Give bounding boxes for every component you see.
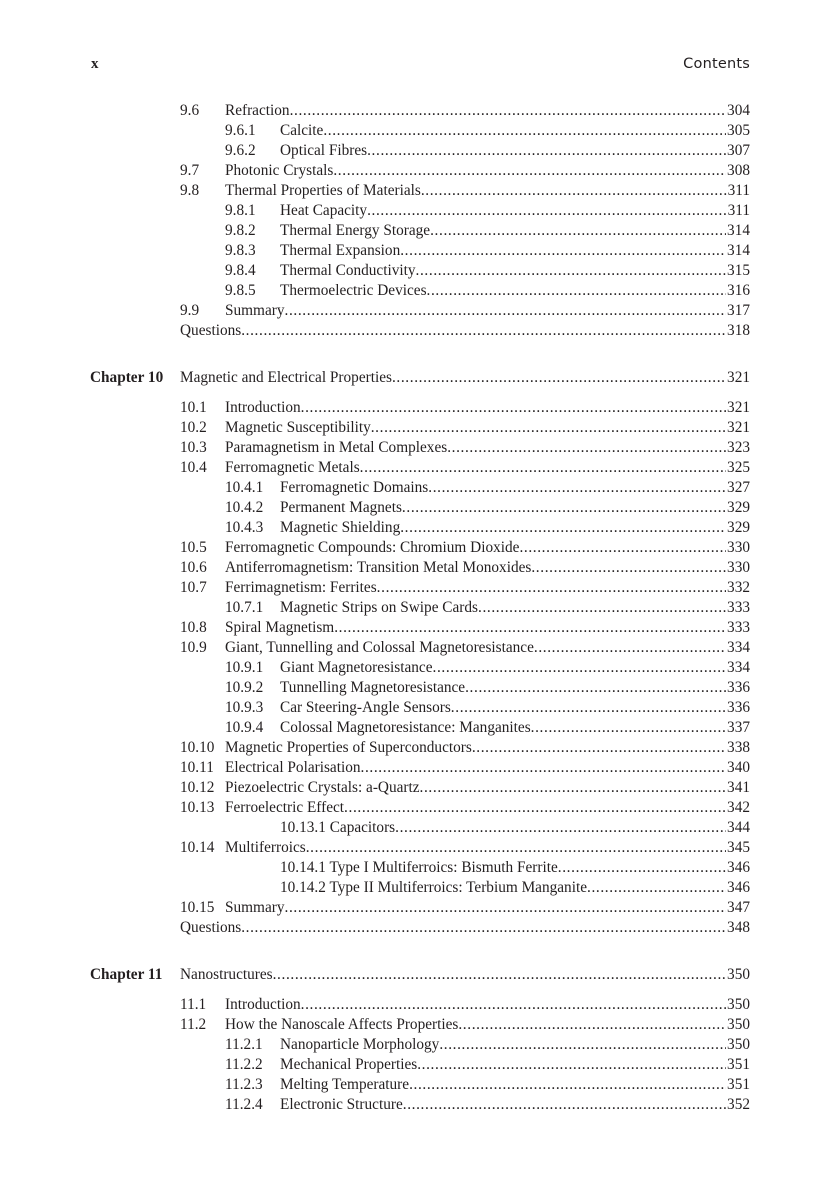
dot-leader: [333, 161, 726, 181]
chapter-label: Chapter 10: [90, 369, 164, 386]
entry-title: Nanostructures: [180, 966, 273, 983]
dot-leader: [427, 281, 727, 301]
toc-entry[interactable]: [0, 121, 840, 141]
dot-leader: [558, 858, 726, 878]
section-number: 10.3: [180, 439, 207, 456]
section-number: 9.8.1: [225, 202, 256, 219]
chapter-spacer: [0, 938, 840, 965]
section-number: 11.2.2: [225, 1056, 263, 1073]
entry-title: Permanent Magnets: [280, 499, 402, 516]
entry-leader-line: [280, 678, 750, 698]
entry-title: 10.14.2 Type II Multiferroics: Terbium Manganite: [280, 879, 587, 896]
toc-entry[interactable]: [0, 221, 840, 241]
entry-title: Magnetic Strips on Swipe Cards: [280, 599, 478, 616]
section-number: 10.4: [180, 459, 207, 476]
entry-leader-line: [280, 878, 750, 898]
entry-title: 10.14.1 Type I Multiferroics: Bismuth Ferrite: [280, 859, 558, 876]
entry-leader-line: [225, 101, 750, 121]
toc-entry[interactable]: [0, 458, 840, 478]
entry-leader-line: [225, 301, 750, 321]
dot-leader: [420, 778, 727, 798]
section-number: 9.6.2: [225, 142, 256, 159]
entry-leader-line: [225, 438, 750, 458]
toc-entry[interactable]: [0, 558, 840, 578]
entry-title: Colossal Magnetoresistance: Manganites: [280, 719, 531, 736]
dot-leader: [439, 1035, 726, 1055]
dot-leader: [301, 398, 726, 418]
dot-leader: [377, 578, 726, 598]
entry-leader-line: [280, 498, 750, 518]
entry-leader-line: [225, 898, 750, 918]
toc-entry[interactable]: [0, 578, 840, 598]
entry-title: Magnetic and Electrical Properties: [180, 369, 392, 386]
entry-leader-line: [225, 995, 750, 1015]
page-reference: 315: [727, 262, 750, 279]
entry-title: Thermal Expansion: [280, 242, 401, 259]
page-reference: 329: [727, 499, 750, 516]
toc-entry[interactable]: [0, 758, 840, 778]
dot-leader: [273, 965, 726, 985]
entry-title: Paramagnetism in Metal Complexes: [225, 439, 448, 456]
entry-title: Ferromagnetic Metals: [225, 459, 360, 476]
toc-entry[interactable]: [0, 598, 840, 618]
entry-leader-line: [225, 181, 750, 201]
toc-entry[interactable]: [0, 778, 840, 798]
page-reference: 341: [727, 779, 750, 796]
entry-title: Magnetic Shielding: [280, 519, 401, 536]
dot-leader: [301, 995, 726, 1015]
page-reference: 332: [727, 579, 750, 596]
section-number: 10.10: [180, 739, 215, 756]
toc-entry[interactable]: [0, 1095, 840, 1115]
entry-leader-line: [280, 718, 750, 738]
dot-leader: [430, 221, 726, 241]
toc-entry[interactable]: [0, 798, 840, 818]
entry-leader-line: [180, 965, 750, 985]
section-number: 10.6: [180, 559, 207, 576]
page-reference: 345: [727, 839, 750, 856]
entry-leader-line: [225, 738, 750, 758]
entry-title: Questions: [180, 322, 242, 339]
entry-leader-line: [280, 1055, 750, 1075]
dot-leader: [241, 918, 726, 938]
section-number: 10.9: [180, 639, 207, 656]
dot-leader: [416, 261, 727, 281]
entry-leader-line: [280, 698, 750, 718]
entry-leader-line: [180, 368, 750, 388]
page-reference: 350: [727, 1016, 750, 1033]
entry-title: Thermal Energy Storage: [280, 222, 431, 239]
section-number: 10.7: [180, 579, 207, 596]
dot-leader: [344, 798, 726, 818]
entry-title: Spiral Magnetism: [225, 619, 335, 636]
entry-leader-line: [280, 518, 750, 538]
toc-entry[interactable]: [0, 1075, 840, 1095]
entry-title: Electronic Structure: [280, 1096, 403, 1113]
page-reference: 314: [727, 242, 750, 259]
chapter-spacer: [0, 388, 840, 398]
page-reference: 352: [727, 1096, 750, 1113]
page-reference: 329: [727, 519, 750, 536]
entry-title: Mechanical Properties: [280, 1056, 418, 1073]
toc-entry[interactable]: [0, 1035, 840, 1055]
dot-leader: [458, 1015, 726, 1035]
page-reference: 304: [727, 102, 750, 119]
section-number: 11.1: [180, 996, 207, 1013]
toc-entry[interactable]: [0, 878, 840, 898]
toc-entry[interactable]: [0, 738, 840, 758]
page-reference: 334: [727, 659, 750, 676]
toc-entry[interactable]: [0, 995, 840, 1015]
section-number: 11.2: [180, 1016, 207, 1033]
dot-leader: [531, 558, 726, 578]
toc-entry[interactable]: [0, 538, 840, 558]
page-reference: 311: [727, 182, 750, 199]
entry-title: Introduction: [225, 399, 301, 416]
toc-entry[interactable]: [0, 638, 840, 658]
dot-leader: [285, 898, 727, 918]
section-number: 10.11: [180, 759, 214, 776]
dot-leader: [367, 201, 727, 221]
section-number: 10.13: [180, 799, 215, 816]
entry-leader-line: [280, 241, 750, 261]
entry-title: Multiferroics: [225, 839, 306, 856]
page-reference: 351: [727, 1056, 750, 1073]
entry-leader-line: [280, 201, 750, 221]
entry-title: Giant Magnetoresistance: [280, 659, 433, 676]
toc-entry[interactable]: [0, 658, 840, 678]
toc-questions-entry[interactable]: [0, 918, 840, 938]
toc-entry[interactable]: [0, 201, 840, 221]
entry-leader-line: [225, 558, 750, 578]
page-reference: 348: [727, 919, 750, 936]
entry-title: Thermoelectric Devices: [280, 282, 427, 299]
dot-leader: [447, 438, 726, 458]
toc-entry[interactable]: [0, 838, 840, 858]
section-number: 10.2: [180, 419, 207, 436]
toc-entry[interactable]: [0, 1055, 840, 1075]
dot-leader: [306, 838, 726, 858]
section-number: 10.12: [180, 779, 215, 796]
entry-title: Thermal Properties of Materials: [225, 182, 421, 199]
entry-title: Optical Fibres: [280, 142, 368, 159]
section-number: 9.6: [180, 102, 200, 119]
entry-title: Ferroelectric Effect: [225, 799, 345, 816]
entry-title: Ferrimagnetism: Ferrites: [225, 579, 377, 596]
page-reference: 337: [727, 719, 750, 736]
entry-leader-line: [280, 1035, 750, 1055]
entry-leader-line: [225, 161, 750, 181]
entry-title: Ferromagnetic Compounds: Chromium Dioxide: [225, 539, 520, 556]
chapter-spacer: [0, 985, 840, 995]
entry-leader-line: [225, 838, 750, 858]
dot-leader: [534, 638, 726, 658]
page-reference: 308: [727, 162, 750, 179]
entry-title: Nanoparticle Morphology: [280, 1036, 440, 1053]
toc-entry[interactable]: [0, 438, 840, 458]
section-number: 10.1: [180, 399, 207, 416]
entry-leader-line: [280, 818, 750, 838]
entry-title: Tunnelling Magnetoresistance: [280, 679, 466, 696]
toc-entry[interactable]: [0, 898, 840, 918]
page-reference: 347: [727, 899, 750, 916]
entry-title: Heat Capacity: [280, 202, 368, 219]
page-reference: 321: [727, 419, 750, 436]
section-number: 9.6.1: [225, 122, 256, 139]
page-reference: 314: [727, 222, 750, 239]
entry-title: Photonic Crystals: [225, 162, 334, 179]
section-number: 10.14: [180, 839, 215, 856]
toc-chapter-entry[interactable]: [0, 368, 840, 388]
entry-leader-line: [225, 578, 750, 598]
toc-entry[interactable]: [0, 418, 840, 438]
toc-chapter-entry[interactable]: [0, 965, 840, 985]
dot-leader: [531, 718, 726, 738]
toc-entry[interactable]: [0, 241, 840, 261]
entry-title: Introduction: [225, 996, 301, 1013]
entry-title: Antiferromagnetism: Transition Metal Monoxides: [225, 559, 532, 576]
dot-leader: [241, 321, 726, 341]
toc-entry[interactable]: [0, 101, 840, 121]
toc-entry[interactable]: [0, 398, 840, 418]
entry-title: 10.13.1 Capacitors: [280, 819, 396, 836]
entry-title: Ferromagnetic Domains: [280, 479, 429, 496]
page-reference: 350: [727, 996, 750, 1013]
entry-title: Car Steering-Angle Sensors: [280, 699, 451, 716]
toc-entry[interactable]: [0, 698, 840, 718]
entry-leader-line: [280, 598, 750, 618]
page-reference: 305: [727, 122, 750, 139]
toc-entry[interactable]: [0, 181, 840, 201]
dot-leader: [290, 101, 726, 121]
section-number: 9.7: [180, 162, 200, 179]
dot-leader: [371, 418, 726, 438]
entry-leader-line: [280, 221, 750, 241]
toc-entry[interactable]: [0, 518, 840, 538]
section-number: 10.4.2: [225, 499, 264, 516]
page-reference: 340: [727, 759, 750, 776]
entry-title: How the Nanoscale Affects Properties: [225, 1016, 459, 1033]
entry-leader-line: [180, 321, 750, 341]
entry-leader-line: [280, 478, 750, 498]
toc-entry[interactable]: [0, 1015, 840, 1035]
section-number: 10.5: [180, 539, 207, 556]
section-number: 11.2.1: [225, 1036, 263, 1053]
page-reference: 311: [727, 202, 750, 219]
entry-leader-line: [225, 618, 750, 638]
entry-leader-line: [225, 418, 750, 438]
entry-leader-line: [280, 141, 750, 161]
dot-leader: [409, 1075, 726, 1095]
toc-entry[interactable]: [0, 678, 840, 698]
dot-leader: [285, 301, 727, 321]
entry-leader-line: [225, 538, 750, 558]
section-number: 10.4.1: [225, 479, 264, 496]
section-number: 10.9.2: [225, 679, 264, 696]
dot-leader: [587, 878, 726, 898]
section-number: 10.4.3: [225, 519, 264, 536]
page-reference: 325: [727, 459, 750, 476]
page-reference: 351: [727, 1076, 750, 1093]
page-reference: 330: [727, 539, 750, 556]
entry-title: Calcite: [280, 122, 324, 139]
dot-leader: [403, 1095, 726, 1115]
page-reference: 323: [727, 439, 750, 456]
section-number: 9.8.5: [225, 282, 256, 299]
toc-entry[interactable]: [0, 261, 840, 281]
entry-title: Summary: [225, 302, 285, 319]
entry-leader-line: [225, 758, 750, 778]
page-reference: 346: [727, 859, 750, 876]
page-reference: 333: [727, 619, 750, 636]
toc-entry[interactable]: [0, 141, 840, 161]
section-number: 10.15: [180, 899, 215, 916]
entry-title: Electrical Polarisation: [225, 759, 361, 776]
toc-entry[interactable]: [0, 161, 840, 181]
dot-leader: [417, 1055, 726, 1075]
section-number: 10.7.1: [225, 599, 264, 616]
section-number: 9.8: [180, 182, 200, 199]
toc-entry[interactable]: [0, 478, 840, 498]
page-reference: 327: [727, 479, 750, 496]
dot-leader: [472, 738, 726, 758]
page-reference: 334: [727, 639, 750, 656]
page-reference: 350: [727, 1036, 750, 1053]
entry-leader-line: [280, 1095, 750, 1115]
chapter-label: Chapter 11: [90, 966, 163, 983]
entry-leader-line: [225, 398, 750, 418]
entry-title: Giant, Tunnelling and Colossal Magnetoresistance: [225, 639, 534, 656]
entry-title: Melting Temperature: [280, 1076, 410, 1093]
page-reference: 321: [727, 369, 750, 386]
entry-leader-line: [280, 858, 750, 878]
entry-leader-line: [180, 918, 750, 938]
entry-leader-line: [225, 458, 750, 478]
entry-title: Refraction: [225, 102, 290, 119]
page-reference: 316: [727, 282, 750, 299]
section-number: 11.2.4: [225, 1096, 263, 1113]
entry-leader-line: [225, 778, 750, 798]
section-number: 9.8.3: [225, 242, 256, 259]
entry-leader-line: [280, 281, 750, 301]
toc-entry[interactable]: [0, 618, 840, 638]
page-header: [91, 56, 750, 76]
running-title: Contents: [683, 56, 750, 72]
dot-leader: [400, 241, 726, 261]
page-reference: 317: [727, 302, 750, 319]
page-reference: 330: [727, 559, 750, 576]
toc-entry[interactable]: [0, 718, 840, 738]
entry-leader-line: [280, 121, 750, 141]
section-number: 10.9.3: [225, 699, 264, 716]
dot-leader: [478, 598, 726, 618]
entry-leader-line: [225, 798, 750, 818]
chapter-spacer: [0, 341, 840, 368]
page-reference: 336: [727, 699, 750, 716]
dot-leader: [402, 498, 726, 518]
toc-entry[interactable]: [0, 858, 840, 878]
section-number: 9.8.2: [225, 222, 256, 239]
dot-leader: [367, 141, 726, 161]
dot-leader: [395, 818, 726, 838]
entry-title: Summary: [225, 899, 285, 916]
page-reference: 346: [727, 879, 750, 896]
entry-leader-line: [280, 1075, 750, 1095]
page-reference: 350: [727, 966, 750, 983]
dot-leader: [519, 538, 726, 558]
section-number: 11.2.3: [225, 1076, 263, 1093]
entry-leader-line: [225, 1015, 750, 1035]
page-reference: 338: [727, 739, 750, 756]
dot-leader: [323, 121, 726, 141]
page-reference: 333: [727, 599, 750, 616]
page-number: x: [91, 56, 99, 72]
toc-entry[interactable]: [0, 498, 840, 518]
dot-leader: [392, 368, 726, 388]
section-number: 10.9.1: [225, 659, 264, 676]
section-number: 9.9: [180, 302, 200, 319]
entry-title: Magnetic Susceptibility: [225, 419, 371, 436]
entry-title: Magnetic Properties of Superconductors: [225, 739, 472, 756]
page-reference: 307: [727, 142, 750, 159]
section-number: 9.8.4: [225, 262, 256, 279]
entry-leader-line: [280, 658, 750, 678]
dot-leader: [360, 458, 726, 478]
page-reference: 336: [727, 679, 750, 696]
dot-leader: [421, 181, 727, 201]
toc-questions-entry[interactable]: [0, 321, 840, 341]
section-number: 10.9.4: [225, 719, 264, 736]
page-reference: 344: [727, 819, 750, 836]
entry-title: Piezoelectric Crystals: a-Quartz: [225, 779, 420, 796]
page-reference: 318: [727, 322, 750, 339]
page-reference: 321: [727, 399, 750, 416]
page-reference: 342: [727, 799, 750, 816]
dot-leader: [334, 618, 726, 638]
table-of-contents: [0, 101, 840, 1115]
dot-leader: [433, 658, 727, 678]
toc-entry[interactable]: [0, 281, 840, 301]
entry-leader-line: [225, 638, 750, 658]
entry-title: Questions: [180, 919, 242, 936]
dot-leader: [465, 678, 726, 698]
dot-leader: [451, 698, 726, 718]
toc-entry[interactable]: [0, 301, 840, 321]
dot-leader: [361, 758, 727, 778]
dot-leader: [400, 518, 726, 538]
section-number: 10.8: [180, 619, 207, 636]
entry-title: Thermal Conductivity: [280, 262, 416, 279]
entry-leader-line: [280, 261, 750, 281]
dot-leader: [428, 478, 726, 498]
toc-entry[interactable]: [0, 818, 840, 838]
